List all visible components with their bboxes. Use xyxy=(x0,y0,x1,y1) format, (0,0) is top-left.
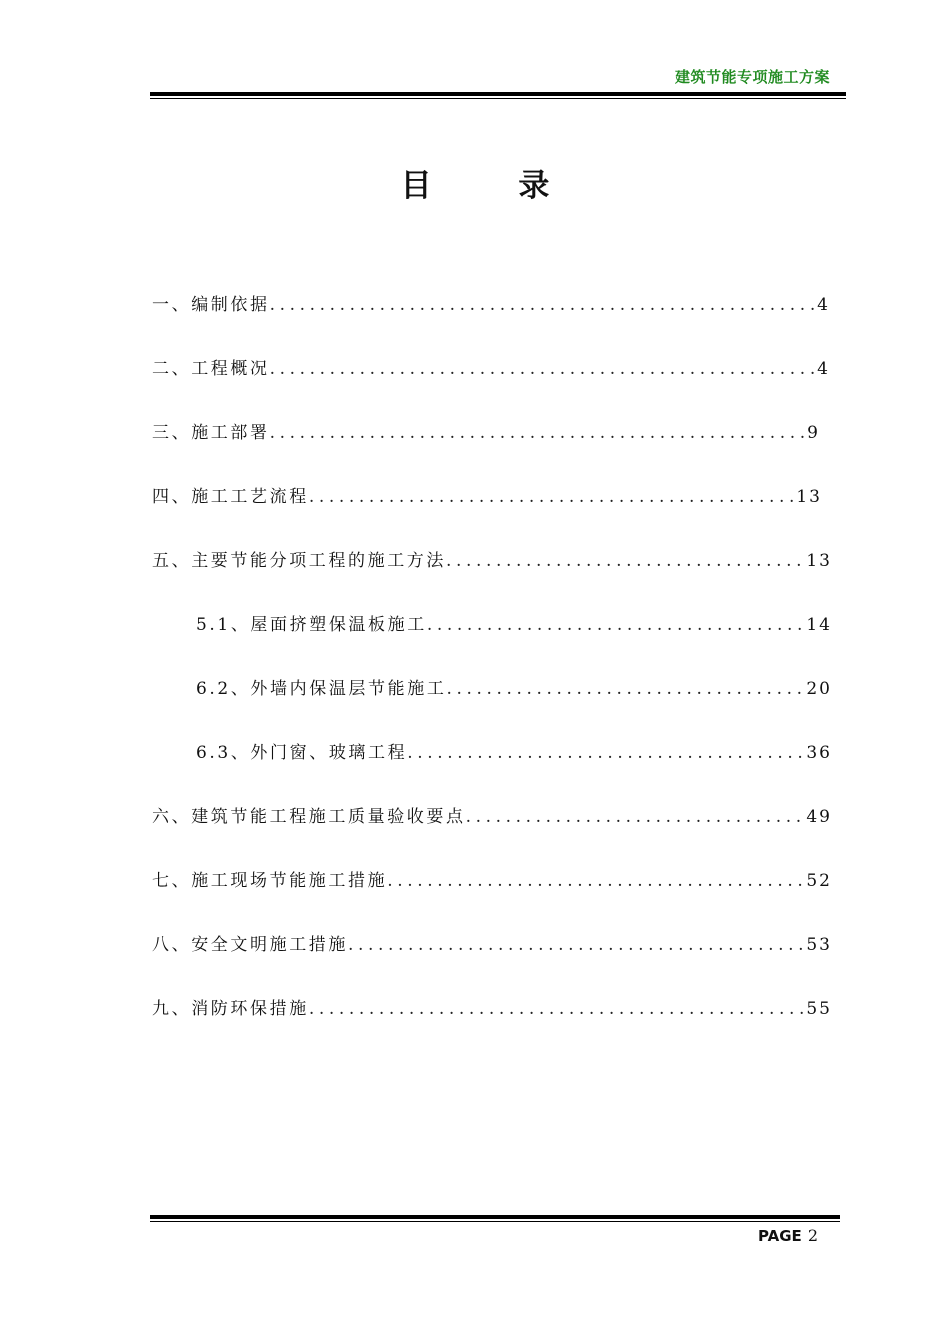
toc-entry[interactable] xyxy=(152,482,822,508)
toc-entry-page: 49 xyxy=(806,807,832,827)
toc-dot-leader xyxy=(466,807,807,827)
toc-dot-leader xyxy=(270,423,808,443)
toc-entry-page: 13 xyxy=(796,487,822,507)
toc-entry-text: 一、编制依据 xyxy=(152,295,270,315)
toc-entry-page: 4 xyxy=(817,295,830,315)
toc-entry[interactable] xyxy=(152,930,832,956)
toc-entry-page: 53 xyxy=(806,935,832,955)
toc-entry-page: 13 xyxy=(806,551,832,571)
toc-entry-text: 五、主要节能分项工程的施工方法 xyxy=(152,551,446,571)
toc-dot-leader xyxy=(446,551,806,571)
page-label: PAGE xyxy=(758,1227,802,1245)
toc-entry-page: 20 xyxy=(806,679,832,699)
toc-entry-text: 6.2、外墙内保温层节能施工 xyxy=(196,679,447,699)
toc-dot-leader xyxy=(348,935,806,955)
toc-dot-leader xyxy=(387,871,806,891)
toc-heading: 目 录 xyxy=(400,168,588,204)
toc-entry[interactable] xyxy=(152,802,832,828)
toc-entry[interactable] xyxy=(152,994,832,1020)
toc-entry-page: 55 xyxy=(806,999,832,1019)
toc-entry[interactable] xyxy=(152,546,832,572)
toc-entry-text: 6.3、外门窗、玻璃工程 xyxy=(196,743,408,763)
toc-entry-text: 四、施工工艺流程 xyxy=(152,487,309,507)
running-header-title: 建筑节能专项施工方案 xyxy=(674,68,830,86)
toc-entry-text: 二、工程概况 xyxy=(152,359,270,379)
toc-entry-page: 9 xyxy=(807,423,820,443)
toc-dot-leader xyxy=(270,295,818,315)
toc-dot-leader xyxy=(427,615,807,635)
toc-entry-text: 九、消防环保措施 xyxy=(152,999,309,1019)
toc-entry-text: 六、建筑节能工程施工质量验收要点 xyxy=(152,807,466,827)
toc-entry-page: 52 xyxy=(806,871,832,891)
toc-entry[interactable] xyxy=(152,290,830,316)
toc-entry[interactable] xyxy=(196,674,832,700)
toc-dot-leader xyxy=(407,743,806,763)
toc-entry-text: 5.1、屋面挤塑保温板施工 xyxy=(196,615,427,635)
toc-entry-page: 4 xyxy=(817,359,830,379)
toc-entry-text: 八、安全文明施工措施 xyxy=(152,935,348,955)
toc-dot-leader xyxy=(446,679,806,699)
toc-entry[interactable] xyxy=(152,354,830,380)
toc-entry[interactable] xyxy=(152,418,820,444)
toc-entry-page: 14 xyxy=(806,615,832,635)
toc-entry[interactable] xyxy=(152,866,832,892)
toc-entry-text: 七、施工现场节能施工措施 xyxy=(152,871,388,891)
toc-dot-leader xyxy=(309,999,807,1019)
toc-entry[interactable] xyxy=(196,738,832,764)
footer-rule-thin xyxy=(150,1221,840,1222)
footer-rule-thick xyxy=(150,1215,840,1219)
page-number-footer xyxy=(600,1226,818,1245)
toc-dot-leader xyxy=(270,359,818,379)
toc-entry-text: 三、施工部署 xyxy=(152,423,270,443)
toc-dot-leader xyxy=(309,487,797,507)
toc-entry[interactable] xyxy=(196,610,832,636)
toc-entry-page: 36 xyxy=(806,743,832,763)
page-number: 2 xyxy=(807,1226,818,1245)
